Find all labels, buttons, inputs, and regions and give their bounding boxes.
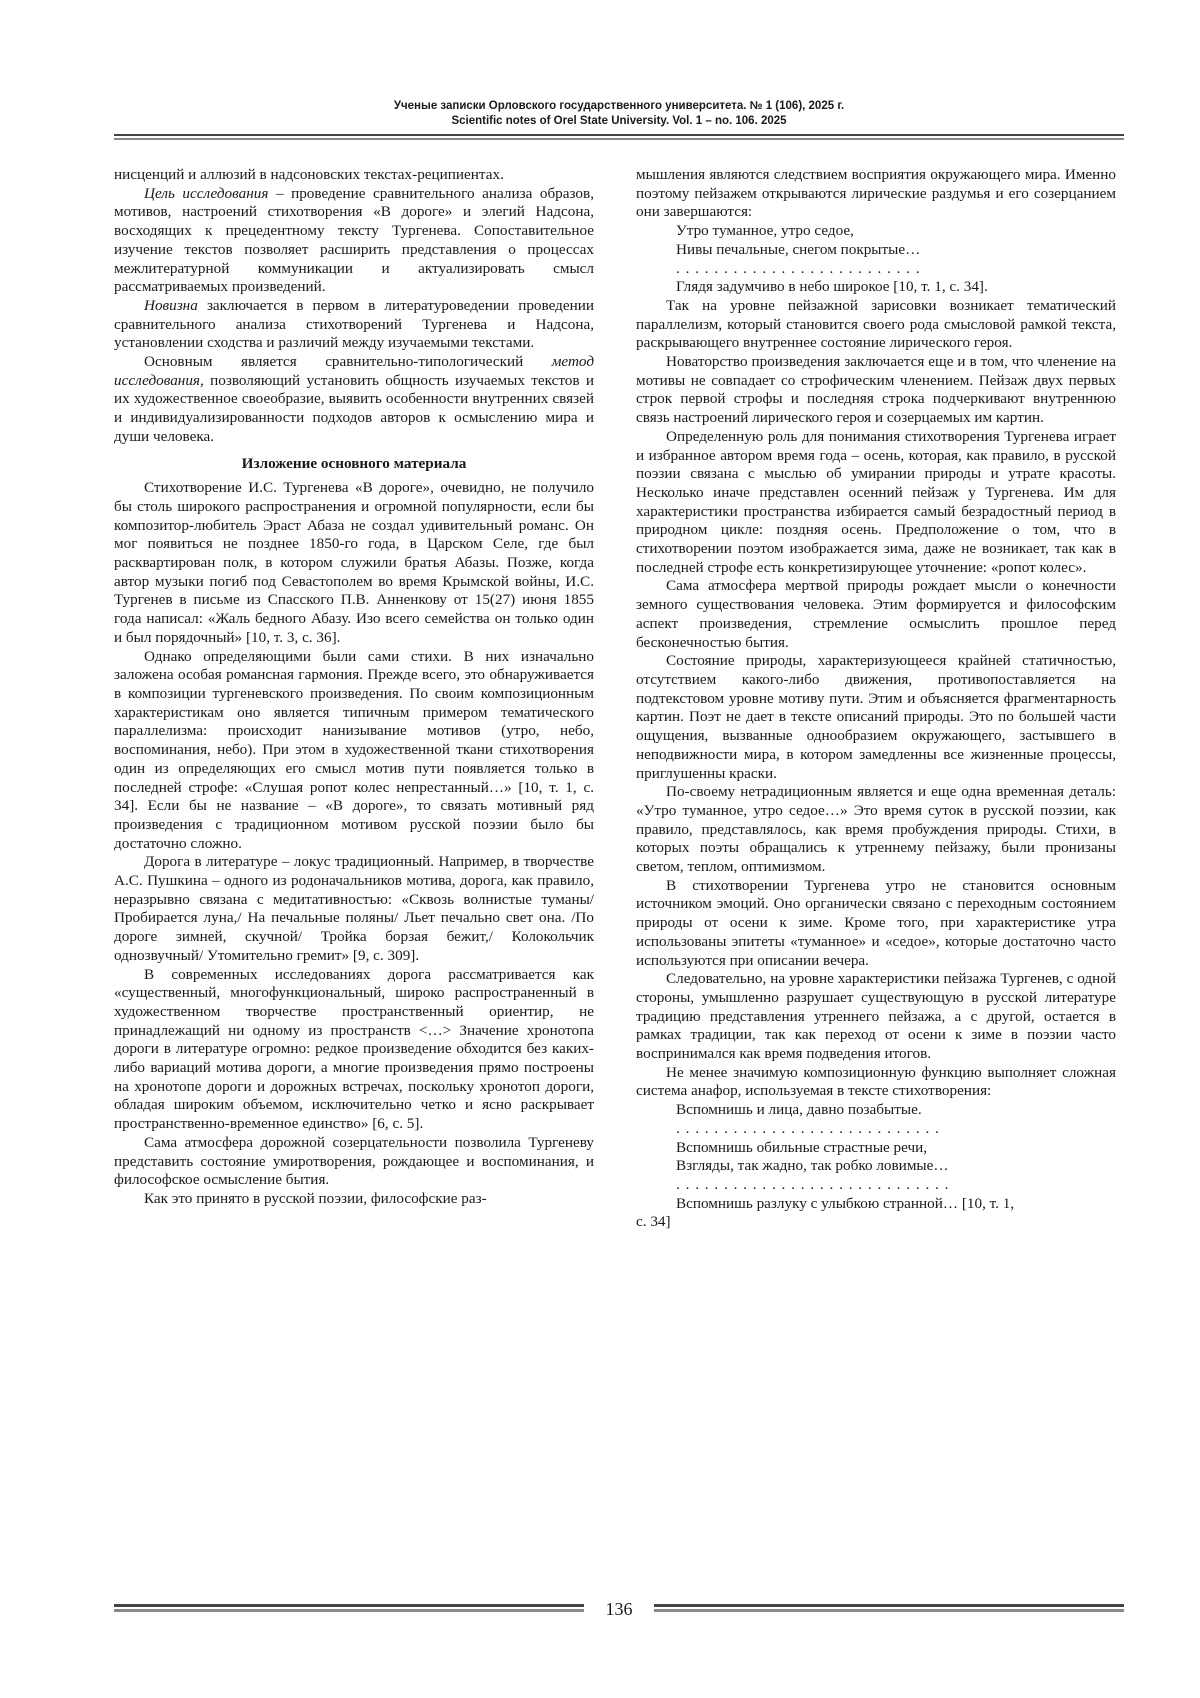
- paragraph: Стихотворение И.С. Тургенева «В дороге», очевидно, не получило бы столь широкого распространения и огромной популярности, если бы композитор-любитель Эраст Абаза не создал удивительный романс. Он мог появиться не позднее 1850-го года, в Царском Селе, где был расквартирован полк, в котором служили братья Абазы. Позже, когда автор музыки погиб под Севастополем во время Крымской войны, И.С. Тургенев в письме из Спасского П.В. Анненкову от 15(27) июня 1855 года написал: «Жаль бедного Абазу. Изо всего семейства он только один и был порядочный» [10, т. 3, с. 36].: [114, 479, 594, 646]
- verse-line: Глядя задумчиво в небо широкое [10, т. 1, с. 34].: [676, 278, 988, 296]
- paragraph: Как это принято в русской поэзии, философские раз-: [144, 1189, 487, 1207]
- header-line-ru: Ученые записки Орловского государственного университета. № 1 (106), 2025 г.: [393, 100, 845, 112]
- verse-line: Нивы печальные, снегом покрытые…: [676, 240, 921, 258]
- term-method: метод исследования: [114, 353, 594, 389]
- paragraph: Дорога в литературе – локус традиционный. Например, в творчестве А.С. Пушкина – одного из родоначальников мотива, дорога, как правило, неразрывно связана с медитативностью: «Сквозь волнистые туманы/ Пробирается луна,/ На печальные поляны/ Льет печально свет она. /По дороге зимней, скучной/ Тройка борзая бежит,/ Колокольчик однозвучный/ Утомительно гремит» [9, с. 309].: [114, 853, 594, 964]
- paragraph: Состояние природы, характеризующееся крайней статичностью, отсутствием какого-либо движения, противопоставляется на подтекстовом уровне мотиву пути. Этим и объясняется фрагментарность картин. Поэт не дает в тексте описаний природы. Это по большей части ощущения, вызванные однообразием окружающего, застывшего в неподвижности мира, в котором замедленны все жизненные процессы, приглушенны краски.: [636, 652, 1116, 782]
- paragraph-novelty: Новизна заключается в первом в литературоведении проведении сравнительного анализа стихотворений Тургенева и Надсона, установлении сходства и различий между изучаемыми текстами.: [114, 296, 594, 352]
- term-novelty: Новизна: [144, 296, 198, 314]
- term-aim: Цель исследования: [144, 184, 269, 202]
- footer-rule-right: [654, 1604, 1124, 1614]
- paragraph-aim: Цель исследования – проведение сравнительного анализа образов, мотивов, настроений стихотворения «В дороге» и элегий Надсона, восходящих к прецедентному тексту Тургенева. Сопоставительное изучение текстов позволяет расширить представления о процессах межлитературной коммуникации и актуализировать смысл рассматриваемых произведений.: [114, 184, 594, 296]
- left-column: [114, 166, 594, 1209]
- verse-line: Вспомнишь и лица, давно позабытые.: [676, 1101, 922, 1119]
- journal-header: [114, 99, 1124, 129]
- paragraph: Новаторство произведения заключается еще и в том, что членение на мотивы не совпадает со строфическим членением. Пейзаж двух первых строк первой строфы и последняя строка подчеркивают внутреннюю связь настроений лирического героя и созерцаемых им картин.: [636, 353, 1116, 427]
- paragraph: Не менее значимую композиционную функцию выполняет сложная система анафор, используемая в тексте стихотворения:: [636, 1063, 1116, 1100]
- paragraph: Однако определяющими были сами стихи. В них изначально заложена особая романсная гармония. Прежде всего, это обнаруживается в композиции тургеневского произведения. По своим композиционным характеристикам оно является типичным примером тематического параллелизма: происходит нанизывание мотивов (утро, небо, воспоминания, небо). При этом в художественной ткани стихотворения один из определяющих его смысл мотив пути появляется только в последней строфе: «Слушая ропот колес непрестанный…» [10, т. 1, с. 34]. Если бы не название – «В дороге», то связать мотивный ряд произведения с традиционном мотивом русской поэзии было бы достаточно сложно.: [114, 647, 594, 852]
- page-footer: [114, 1598, 1124, 1622]
- section-heading: Изложение основного материала: [241, 454, 467, 472]
- right-column: [636, 166, 1116, 1232]
- verse-line: Утро туманное, утро седое,: [676, 222, 854, 240]
- verse-ellipsis: . . . . . . . . . . . . . . . . . . . . . . . . . . . .: [676, 1119, 940, 1137]
- header-rule: [114, 134, 1124, 140]
- header-line-en: Scientific notes of Orel State University. Vol. 1 – no. 106. 2025: [451, 115, 787, 127]
- page-number: 136: [605, 1599, 633, 1619]
- paragraph: Определенную роль для понимания стихотворения Тургенева играет и избранное автором время года – осень, которая, как правило, в русской поэзии связана с мыслью об умирании природы и утрате красоты. Несколько иначе представлен осенний пейзаж у Тургенева. Им для характеристики пространства избирается самый безрадостный период в природном цикле: поздняя осень. Предположение о том, что в стихотворении поэтом изображается зима, даже не возникает, так как в последней строфе есть конкретизирующее уточнение: «ропот колес».: [636, 427, 1116, 576]
- citation-tail: с. 34]: [636, 1213, 671, 1231]
- paragraph: Сама атмосфера дорожной созерцательности позволила Тургеневу представить состояние умиротворения, рождающее и воспоминания, и философское осмысление бытия.: [114, 1133, 594, 1189]
- verse-ellipsis: . . . . . . . . . . . . . . . . . . . . . . . . . .: [676, 259, 921, 277]
- verse-line: Взгляды, так жадно, так робко ловимые…: [676, 1157, 949, 1175]
- verse-ellipsis: . . . . . . . . . . . . . . . . . . . . . . . . . . . . .: [676, 1175, 950, 1193]
- paragraph-method: Основным является сравнительно-типологический метод исследования, позволяющий установить общность изучаемых текстов и их художественное своеобразие, выявить особенности внутренних связей и индивидуализированности подходов авторов к осмыслению мира и души человека.: [114, 353, 594, 445]
- footer-rule-left: [114, 1604, 584, 1614]
- paragraph: В стихотворении Тургенева утро не становится основным источником эмоций. Оно органически связано с переходным состоянием природы от осени к зиме. Кроме того, при характеристике утра использованы эпитеты «туманное» и «седое», которые достаточно часто используются при описании вечера.: [636, 876, 1116, 969]
- paragraph: В современных исследованиях дорога рассматривается как «существенный, многофункциональный, широко распространенный в художественном творчестве пространственный ориентир, не принадлежащий ни одному из пространств <…> Значение хронотопа дороги в литературе огромно: редкое произведение обходится без каких-либо вариаций мотива дороги, а многие произведения прямо построены на хронотопе дороги и дорожных встречах, поскольку хронотоп дороги, обладая широким объемом, исключительно четко и ясно раскрывает пространственно-временное единство» [6, с. 5].: [114, 965, 594, 1133]
- paragraph: нисценций и аллюзий в надсоновских текстах-реципиентах.: [114, 166, 504, 183]
- paragraph: мышления являются следствием восприятия окружающего мира. Именно поэтому пейзажем открываются лирические раздумья и его созерцанием они завершаются:: [636, 166, 1116, 221]
- verse-line: Вспомнишь обильные страстные речи,: [676, 1138, 928, 1156]
- paragraph: Сама атмосфера мертвой природы рождает мысли о конечности земного существования человека. Этим формируется и философским аспект произведения, стремление осмыслить прошлое перед бесконечностью бытия.: [636, 577, 1116, 651]
- paragraph: Так на уровне пейзажной зарисовки возникает тематический параллелизм, который становится своего рода смысловой рамкой текста, раскрывающего внутреннее состояние лирического героя.: [636, 296, 1116, 352]
- paragraph: Следовательно, на уровне характеристики пейзажа Тургенев, с одной стороны, умышленно разрушает существующую в русской литературе традицию представления утреннего пейзажа, а с другой, остается в рамках традиции, так как переход от осени к зиме в поэзии часто воспринимался как время подведения итогов.: [636, 970, 1116, 1063]
- verse-line: Вспомнишь разлуку с улыбкою странной… [10, т. 1,: [676, 1194, 1015, 1212]
- paragraph: По-своему нетрадиционным является и еще одна временная деталь: «Утро туманное, утро седое…» Это время суток в русской поэзии, как правило, представлялось, как время пробуждения природы. Стихи, в которых поэты обращались к утреннему пейзажу, были пронизаны светом, теплом, оптимизмом.: [636, 783, 1116, 876]
